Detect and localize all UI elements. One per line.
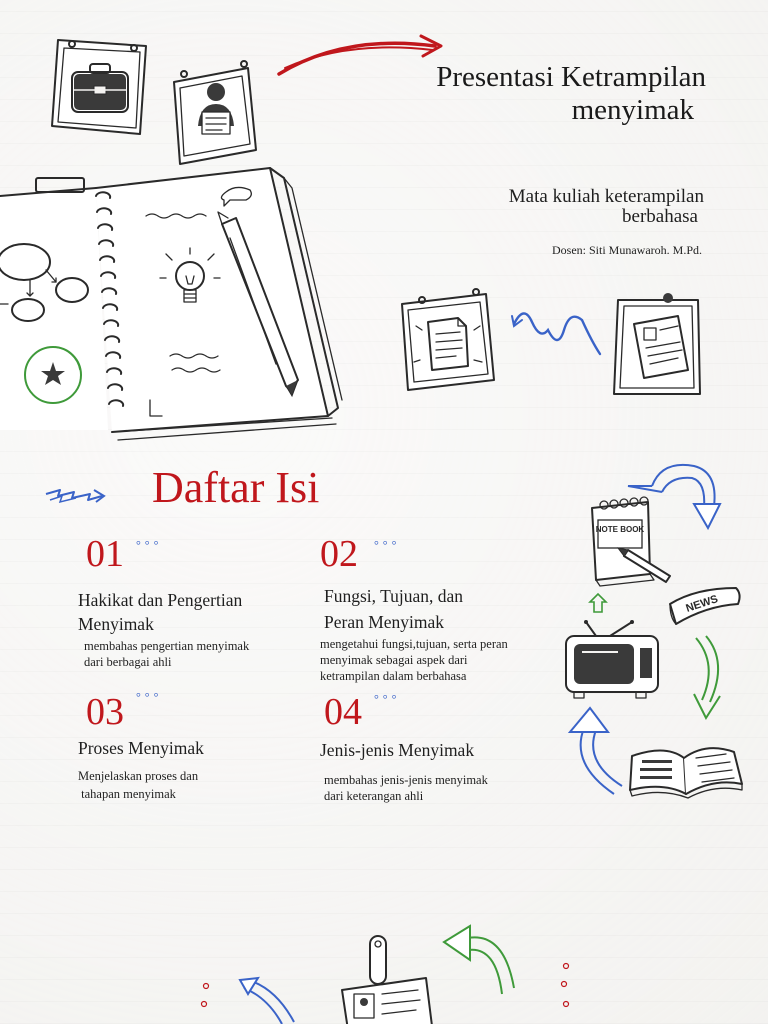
notebook-label: NOTE BOOK [595,525,645,534]
presentation-title-line2: menyimak [571,94,694,126]
toc-item-number: 02 [320,533,358,575]
toc-item-desc: dari keterangan ahli [324,789,424,803]
toc-dots: °°° [374,538,401,552]
curved-arrow-icon [440,918,520,998]
decorative-dots-icon [556,960,576,1020]
toc-item-number: 01 [86,533,124,575]
newspaper-icon [666,584,746,628]
id-card-icon [612,290,704,402]
briefcase-icon [50,34,150,134]
toc-dots: °°° [136,690,163,704]
toc-dots: °°° [136,538,163,552]
star-icon [22,344,86,408]
toc-heading: Daftar Isi [152,463,320,512]
squiggle-arrow-icon [508,300,608,364]
course-name-line2: berbahasa [622,206,698,227]
toc-item-desc: ketrampilan dalam berbahasa [320,669,467,683]
toc-item-desc: Menjelaskan proses dan [78,769,199,783]
toc-item-desc: mengetahui fungsi,tujuan, serta peran [320,637,508,651]
toc-item-desc: menyimak sebagai aspek dari [320,653,468,667]
toc-item-number: 04 [324,691,362,733]
toc-item-title: Peran Menyimak [324,612,445,632]
curved-arrow-icon [238,978,308,1024]
decorative-dots-icon [196,980,216,1020]
toc-item-title: Menyimak [78,614,154,634]
television-icon [562,620,662,700]
curved-arrow-icon [680,632,730,722]
open-book-icon [626,728,746,798]
presentation-title-line1: Presentasi Ketrampilan [436,61,706,93]
mindmap-icon [0,238,96,328]
toc-dots: °°° [374,692,401,706]
toc-item-title: Hakikat dan Pengertian [78,590,243,610]
notepad-icon [586,496,682,586]
curved-arrow-icon [590,592,610,616]
toc-item-desc: tahapan menyimak [78,787,176,801]
toc-item-number: 03 [86,691,124,733]
toc-item-title: Fungsi, Tujuan, dan [324,586,464,606]
toc-item-desc: membahas jenis-jenis menyimak [324,773,488,787]
portrait-icon [170,64,260,164]
toc-item-desc: dari berbagai ahli [84,655,172,669]
badge-icon [336,930,436,1024]
news-label: NEWS [684,593,720,615]
document-icon [400,290,496,394]
zigzag-arrow-icon [44,486,108,506]
toc-item-title: Jenis-jenis Menyimak [320,740,475,760]
course-name-line1: Mata kuliah keterampilan [508,186,704,207]
lecturer-name: Dosen: Siti Munawaroh. M.Pd. [552,243,702,257]
curved-arrow-icon [556,704,626,804]
toc-item-title: Proses Menyimak [78,738,204,758]
toc-item-desc: membahas pengertian menyimak [84,639,250,653]
